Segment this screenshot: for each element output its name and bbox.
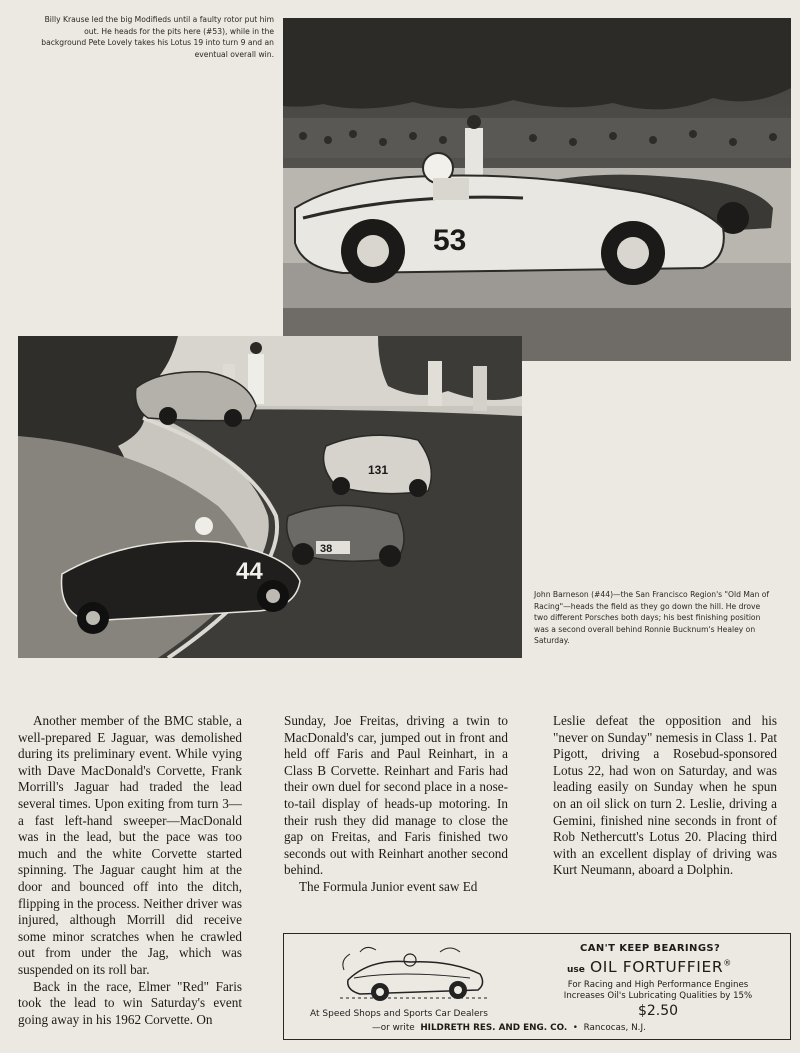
article-column-1: [18, 713, 242, 1028]
car-number-131: 131: [368, 463, 389, 477]
top-photo-caption: Billy Krause led the big Modifieds until a faulty rotor put him out. He heads for the pits here (#53), while in the background Pete Lovely takes his Lotus 19 into turn 9 and an eventual overall win.: [41, 15, 274, 59]
ad-company-name: HILDRETH RES. AND ENG. CO.: [420, 1023, 568, 1033]
article-paragraph: Sunday, Joe Freitas, driving a twin to MacDonald's car, jumped out in front and held off Faris and Paul Reinhart, in a Class B Corvette. Reinhart and Faris had their own duel for second place in a nose-to-tail display of heads-up motoring. In their rush they did manage to close the gap on Freitas, and Faris finished two seconds out with Reinhart another second behind.: [284, 713, 508, 878]
oil-fortuffier-advertisement: [283, 933, 791, 1040]
ad-use-word: use: [567, 965, 585, 975]
ad-write-prefix: —or write: [372, 1023, 415, 1033]
article-column-2: [284, 713, 508, 896]
article-column-3: [553, 713, 777, 879]
car-number-53: 53: [433, 224, 467, 257]
car-number-44: 44: [236, 558, 263, 585]
race-car-53-photo: [283, 18, 791, 361]
race-car-illustration: [340, 940, 490, 1006]
car-number-38: 38: [320, 543, 333, 555]
ad-tagline-1: For Racing and High Performance Engines: [567, 980, 749, 990]
article-paragraph: Back in the race, Elmer "Red" Faris took the lead to win Saturday's event going away in his 1962 Corvette. On: [18, 978, 242, 1027]
ad-bullet: •: [572, 1023, 578, 1033]
article-paragraph: Leslie defeat the opposition and his "never on Sunday" nemesis in Class 1. Pat Pigott, driving a Rosebud-sponsored Lotus 22, had won on Saturday, and was leading easily on Sunday when he spun on an oil slick on turn 2. Leslie, driving a Gemini, finished nine seconds in front of Rob Nethercutt's Lotus 20. Placing third with an excellent display of driving was Kurt Neumann, aboard a Dolphin.: [553, 713, 777, 878]
ad-product-line: [567, 957, 731, 976]
article-paragraph: Another member of the BMC stable, a well-prepared E Jaguar, was demolished during its preliminary event. While vying with Dave MacDonald's Corvette, Frank Morrill's Jaguar had traded the lead several times. Upon exiting from turn 3—a fast left-hand sweeper—MacDonald was in the lead, but the pace was too much and the white Corvette started spinning. The Jaguar caught him at the door and bounced off into the ditch, flipping in the process. Neither driver was injured, although Morrill did receive some minor scratches when he crawled out from under the Jag, which was suspended on its roll bar.: [18, 713, 242, 977]
article-paragraph: The Formula Junior event saw Ed: [299, 878, 478, 894]
ad-contact-line: [372, 1023, 646, 1033]
ad-dealers-line: At Speed Shops and Sports Car Dealers: [310, 1009, 488, 1019]
ad-location: Rancocas, N.J.: [583, 1023, 646, 1033]
ad-brand-name: OIL FORTUFFIER: [589, 958, 724, 976]
ad-tagline-2: Increases Oil's Lubricating Qualities by 15%: [563, 991, 753, 1001]
registered-mark: ®: [723, 958, 732, 968]
ad-price: $2.50: [637, 1003, 679, 1019]
ad-headline: CAN'T KEEP BEARINGS?: [580, 943, 721, 954]
middle-photo-caption: John Barneson (#44)—the San Francisco Region's "Old Man of Racing"—heads the field as they go down the hill. He drove two different Porsches both days; his best finishing position was a second overall behind Ronnie Bucknum's Healey on Saturday.: [534, 590, 770, 645]
cars-descending-hill-photo: [18, 336, 522, 658]
